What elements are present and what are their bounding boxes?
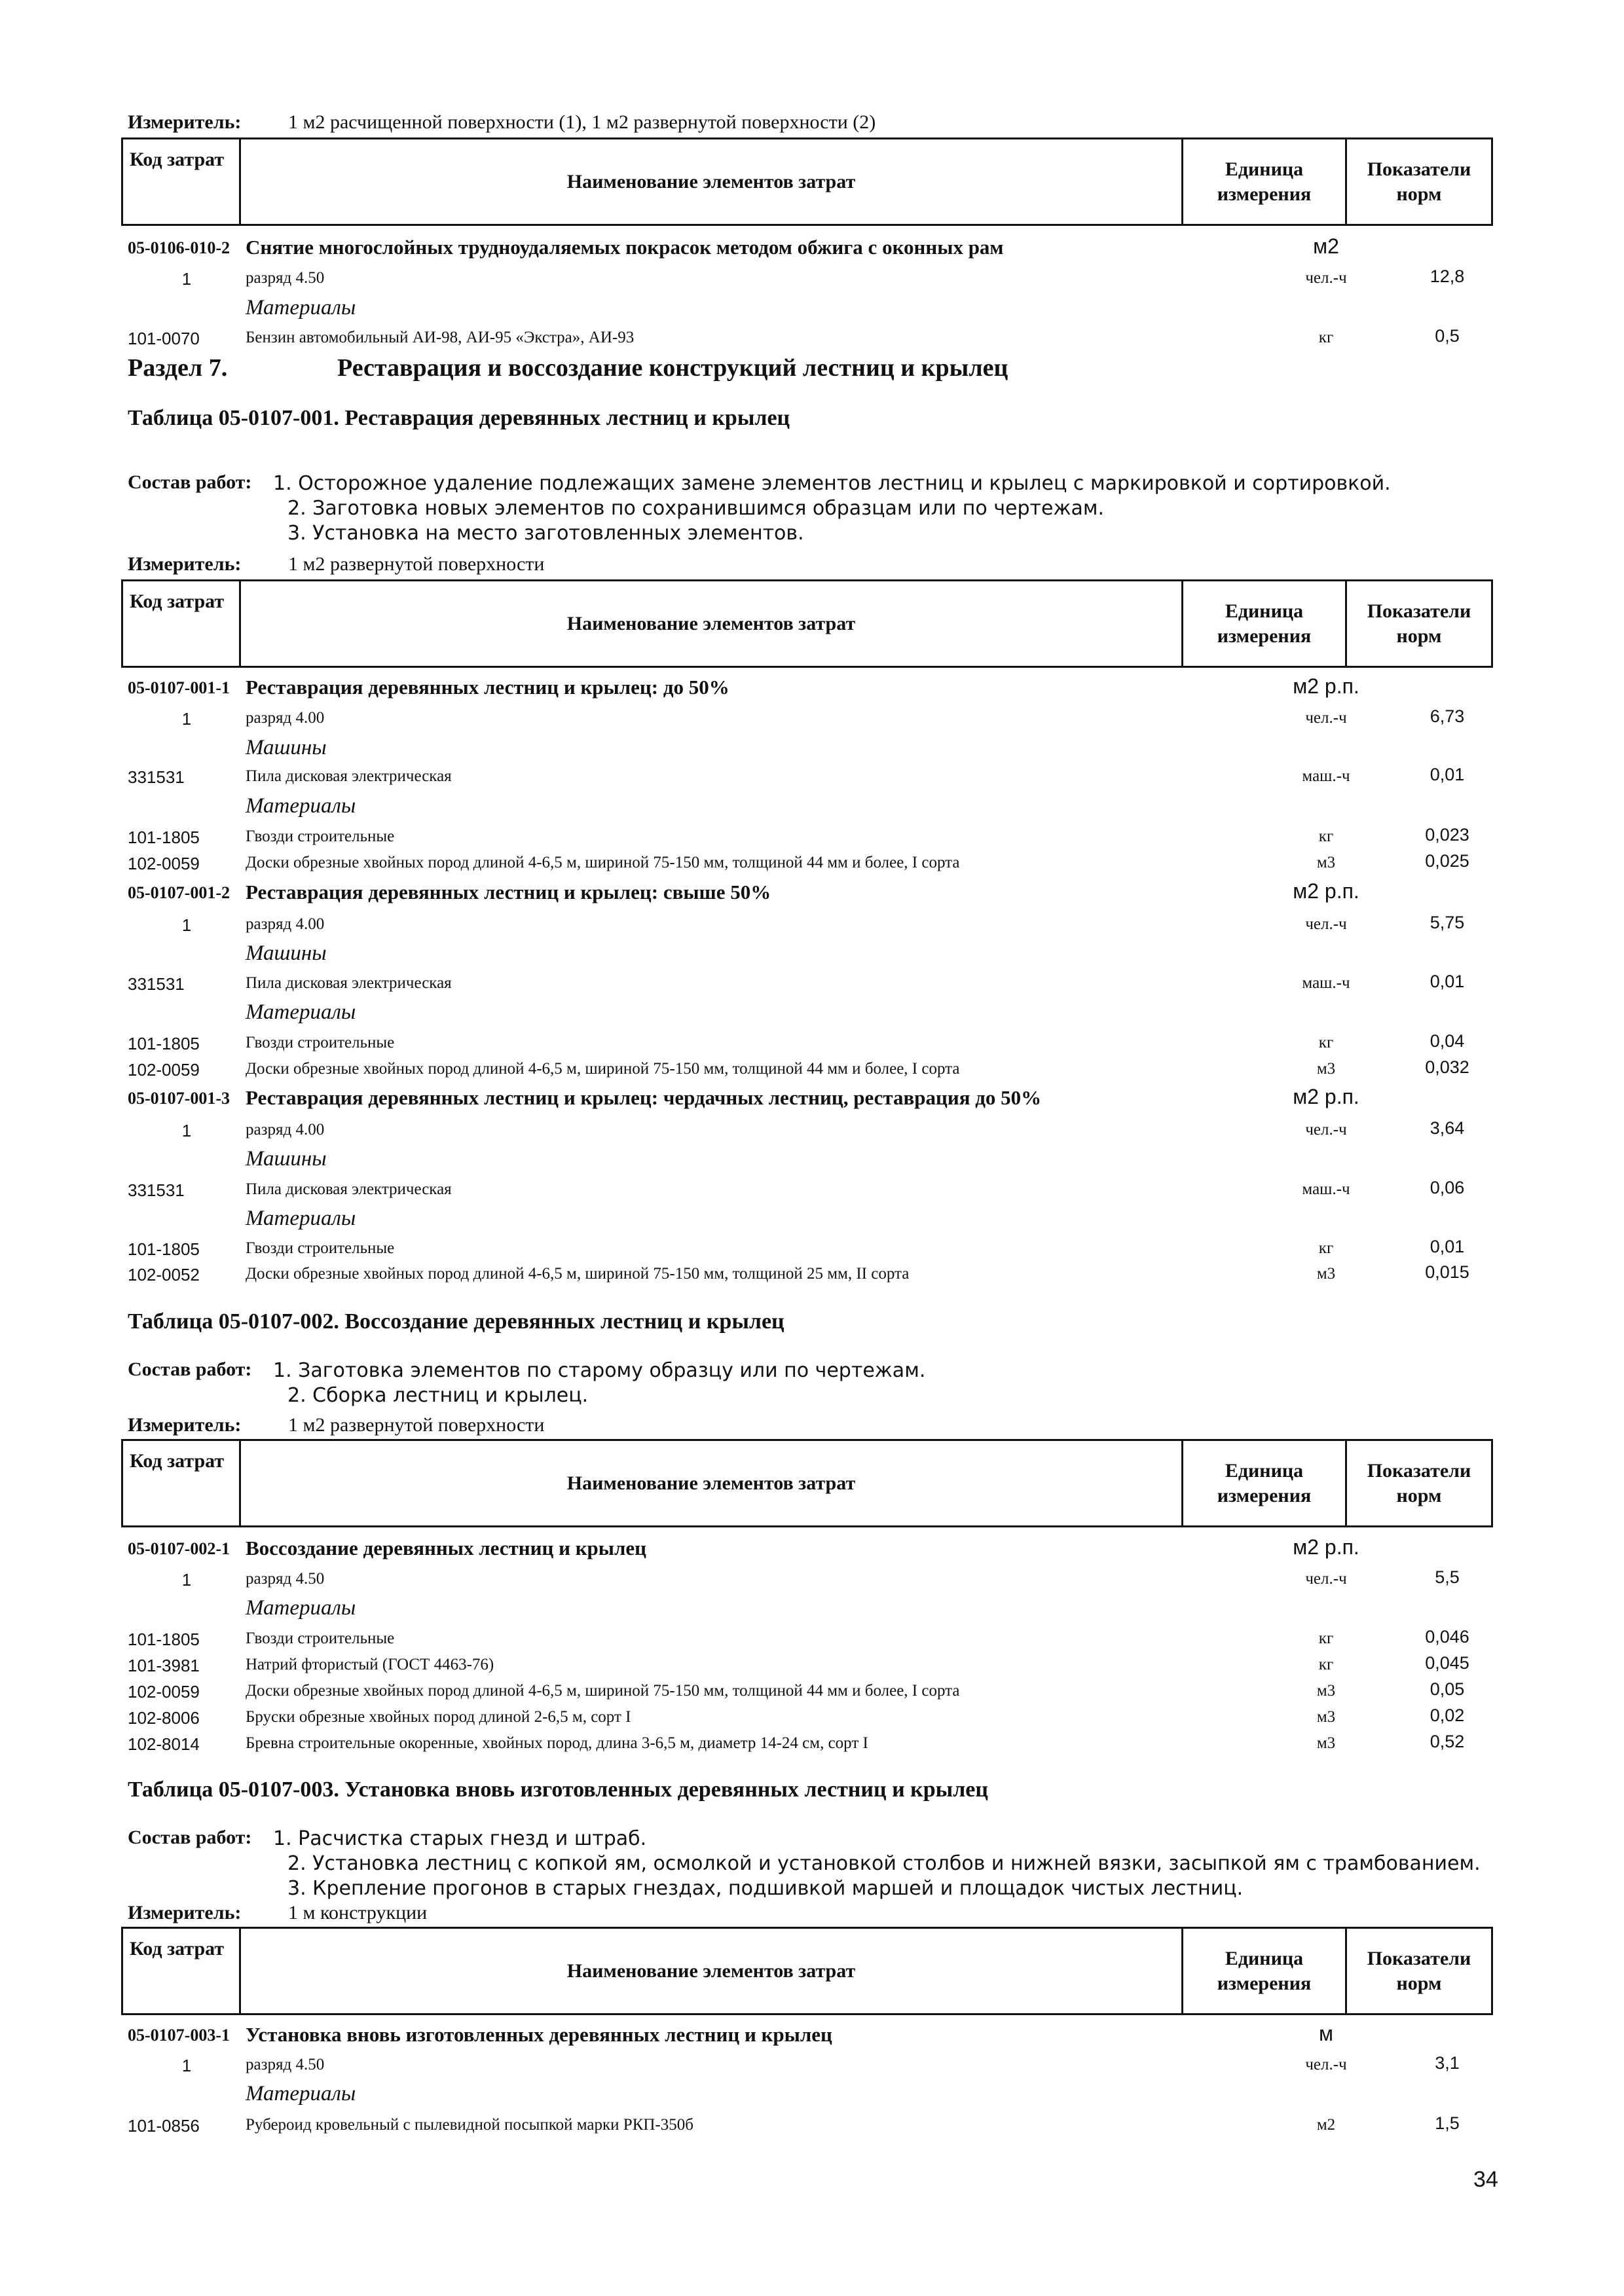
row-name: Рубероид кровельный с пылевидной посыпкой марки РКП-350б [246,2116,693,2134]
table-row [121,970,1493,996]
row-norm: 12,8 [1430,266,1465,286]
table-row [121,911,1493,938]
row-unit: кг [1318,1656,1334,1673]
table-row-group [121,794,1493,820]
row-norm: 0,52 [1430,1732,1465,1751]
row-unit: кг [1318,828,1334,845]
header-unit: Единица измерения [1183,139,1347,224]
composition-line: 2. Заготовка новых элементов по сохранившимся образцам или по чертежам. [287,497,1105,520]
row-code: 101-3981 [128,1656,200,1675]
row-norm: 0,5 [1435,326,1460,346]
table-row [121,763,1493,790]
table-row-item [121,879,1493,905]
header-code: Код затрат [123,139,241,224]
row-group-name: Материалы [246,1207,356,1230]
meter-label: Измеритель: [128,1414,242,1436]
row-group-name: Материалы [246,794,356,818]
table-row-item [121,2022,1493,2048]
row-code: 102-0052 [128,1265,200,1285]
row-code: 331531 [128,1180,185,1200]
meter-line [128,553,544,575]
row-unit: чел.-ч [1305,269,1347,287]
meter-line [128,1414,544,1436]
meter-label: Измеритель: [128,111,242,133]
row-name: Реставрация деревянных лестниц и крылец: свыше 50% [246,881,771,903]
composition-label: Состав работ: [128,1358,252,1380]
row-norm: 0,032 [1425,1057,1469,1077]
table-row-group [121,1207,1493,1233]
row-name: разряд 4.50 [246,1570,325,1588]
row-norm: 6,73 [1430,706,1465,726]
row-group-name: Машины [246,941,327,965]
row-unit: м2 р.п. [1293,674,1359,698]
row-code: 101-0856 [128,2116,200,2136]
row-group-name: Материалы [246,1000,356,1024]
meter-line [128,111,876,134]
header-code: Код затрат [123,1929,241,2013]
row-unit: чел.-ч [1305,709,1347,727]
row-unit: м2 р.п. [1293,1535,1359,1559]
header-code: Код затрат [123,1441,241,1525]
table-row-item [121,234,1493,261]
composition-label: Состав работ: [128,471,252,493]
row-name: Гвозди строительные [246,1630,395,1647]
meter-label: Измеритель: [128,553,242,575]
row-name: разряд 4.00 [246,709,325,727]
row-code: 05-0106-010-2 [128,238,230,257]
row-name: Бензин автомобильный АИ-98, АИ-95 «Экстра», АИ-93 [246,329,635,346]
row-norm: 0,015 [1425,1262,1469,1282]
row-code: 1 [181,269,192,289]
row-norm: 0,01 [1430,972,1465,991]
row-name: Пила дисковая электрическая [246,1180,452,1198]
row-norm: 0,05 [1430,1679,1465,1699]
row-code: 1 [181,1121,192,1140]
table-header [121,137,1493,226]
table-row [121,1730,1493,1757]
row-unit: кг [1318,1630,1334,1647]
row-unit: м2 [1313,234,1339,258]
row-norm: 0,06 [1430,1178,1465,1197]
row-unit: м3 [1316,1060,1336,1078]
row-unit: чел.-ч [1305,1570,1347,1588]
row-code: 05-0107-001-1 [128,678,230,697]
table-row [121,824,1493,850]
row-name: Доски обрезные хвойных пород длиной 4-6,5 м, шириной 75-150 мм, толщиной 25 мм, II сорта [246,1265,910,1283]
row-code: 1 [181,2056,192,2075]
row-code: 331531 [128,974,185,994]
row-group-name: Материалы [246,296,356,319]
composition-line: 1. Расчистка старых гнезд и штраб. [273,1827,647,1850]
table-header [121,579,1493,668]
row-name: Пила дисковая электрическая [246,767,452,785]
row-unit: маш.-ч [1302,1180,1350,1198]
header-norm: Показатели норм [1367,600,1471,647]
row-unit: кг [1318,1239,1334,1257]
table-row-item [121,674,1493,701]
table-row [121,325,1493,351]
section-heading [128,354,1008,382]
composition-line: 1. Заготовка элементов по старому образцу или по чертежам. [273,1359,926,1382]
row-code: 1 [181,709,192,729]
row-unit: м3 [1316,1734,1336,1752]
row-unit: чел.-ч [1305,1121,1347,1139]
row-name: Натрий фтористый (ГОСТ 4463-76) [246,1656,494,1673]
row-name: Реставрация деревянных лестниц и крылец: чердачных лестниц, реставрация до 50% [246,1086,1042,1109]
row-name: Доски обрезные хвойных пород длиной 4-6,5 м, шириной 75-150 мм, толщиной 44 мм и более, I сорта [246,1060,960,1078]
row-code: 102-0059 [128,1682,200,1702]
row-code: 05-0107-001-2 [128,883,230,902]
row-code: 101-1805 [128,1630,200,1649]
row-name: Реставрация деревянных лестниц и крылец: до 50% [246,676,729,699]
composition-line: 3. Установка на место заготовленных элементов. [287,522,804,545]
page-number: 34 [1473,2167,1498,2192]
composition-line: 2. Сборка лестниц и крылец. [287,1384,589,1407]
header-name: Наименование элементов затрат [241,581,1183,666]
table-header [121,1439,1493,1527]
row-code: 102-8006 [128,1708,200,1728]
row-name: Воссоздание деревянных лестниц и крылец [246,1537,647,1559]
composition-label: Состав работ: [128,1827,252,1848]
header-norm: Показатели норм [1367,1947,1471,1994]
row-code: 101-1805 [128,828,200,847]
row-code: 102-8014 [128,1734,200,1754]
table-row [121,1652,1493,1678]
row-name: Гвозди строительные [246,1034,395,1051]
row-code: 05-0107-003-1 [128,2026,230,2045]
header-code: Код затрат [123,581,241,666]
table-row-group [121,2082,1493,2108]
row-name: Бруски обрезные хвойных пород длиной 2-6,5 м, сорт I [246,1708,631,1726]
header-unit: Единица измерения [1183,1441,1347,1525]
table-row [121,1176,1493,1203]
table-title: Таблица 05-0107-002. Воссоздание деревянных лестниц и крылец [128,1309,784,1334]
table-row [121,1626,1493,1652]
header-unit: Единица измерения [1183,1929,1347,2013]
row-code: 102-0059 [128,854,200,873]
table-row [121,705,1493,731]
row-name: Бревна строительные окоренные, хвойных пород, длина 3-6,5 м, диаметр 14-24 см, сорт I [246,1734,868,1752]
row-code: 05-0107-002-1 [128,1539,230,1558]
row-name: разряд 4.00 [246,915,325,933]
header-name: Наименование элементов затрат [241,139,1183,224]
table-row-item [121,1535,1493,1561]
table-row-group [121,296,1493,322]
row-unit: м3 [1316,1708,1336,1726]
row-unit: чел.-ч [1305,915,1347,933]
section-title: Реставрация и воссоздание конструкций лестниц и крылец [337,354,1008,382]
row-unit: м [1319,2022,1333,2045]
row-code: 1 [181,915,192,935]
row-unit: м3 [1316,1682,1336,1700]
row-norm: 0,023 [1425,825,1469,845]
row-name: Гвозди строительные [246,1239,395,1257]
table-row [121,1056,1493,1082]
row-norm: 5,5 [1435,1567,1460,1587]
row-name: разряд 4.50 [246,2056,325,2073]
row-norm: 0,04 [1430,1031,1465,1051]
row-norm: 0,01 [1430,1237,1465,1256]
meter-value: 1 м2 развернутой поверхности [288,553,545,575]
table-row-group [121,941,1493,968]
row-unit: маш.-ч [1302,767,1350,785]
table-header [121,1927,1493,2015]
row-group-name: Материалы [246,1596,356,1620]
table-title: Таблица 05-0107-003. Установка вновь изготовленных деревянных лестниц и крылец [128,1777,988,1802]
meter-value: 1 м2 развернутой поверхности [288,1414,545,1436]
header-name: Наименование элементов затрат [241,1929,1183,2013]
table-row [121,1030,1493,1056]
row-code: 331531 [128,767,185,787]
meter-value: 1 м2 расчищенной поверхности (1), 1 м2 развернутой поверхности (2) [288,111,876,133]
table-row [121,2052,1493,2078]
composition-line: 3. Крепление прогонов в старых гнездах, подшивкой маршей и площадок чистых лестниц. [287,1877,1244,1900]
row-group-name: Машины [246,736,327,759]
row-norm: 0,02 [1430,1705,1465,1725]
row-name: Пила дисковая электрическая [246,974,452,992]
table-row [121,1261,1493,1287]
header-unit: Единица измерения [1183,581,1347,666]
row-unit: м3 [1316,854,1336,871]
header-norm: Показатели норм [1367,158,1471,205]
meter-line [128,1902,427,1924]
table-row [121,1678,1493,1704]
composition-line: 1. Осторожное удаление подлежащих замене элементов лестниц и крылец с маркировкой и сортировкой. [273,472,1391,495]
row-norm: 5,75 [1430,913,1465,932]
row-name: Снятие многослойных трудноудаляемых покрасок методом обжига с оконных рам [246,236,1004,259]
table-row [121,1566,1493,1592]
row-unit: м3 [1316,1265,1336,1283]
table-row-group [121,1147,1493,1173]
row-code: 101-1805 [128,1034,200,1053]
row-unit: маш.-ч [1302,974,1350,992]
meter-label: Измеритель: [128,1902,242,1923]
table-row-group [121,1000,1493,1027]
row-code: 1 [181,1570,192,1590]
header-norm: Показатели норм [1367,1459,1471,1506]
row-unit: чел.-ч [1305,2056,1347,2073]
table-row-group [121,736,1493,762]
row-unit: кг [1318,329,1334,346]
row-norm: 0,025 [1425,851,1469,871]
row-norm: 1,5 [1435,2113,1460,2133]
table-row-group [121,1596,1493,1622]
meter-value: 1 м конструкции [288,1902,428,1923]
row-unit: кг [1318,1034,1334,1051]
row-code: 101-1805 [128,1239,200,1259]
row-code: 101-0070 [128,329,200,348]
composition-line: 2. Установка лестниц с копкой ям, осмолкой и установкой столбов и нижней вязки, засыпкой ям с трамбованием. [287,1852,1481,1875]
row-name: разряд 4.00 [246,1121,325,1139]
table-row [121,1235,1493,1262]
row-norm: 0,01 [1430,765,1465,784]
row-norm: 0,045 [1425,1653,1469,1673]
row-group-name: Материалы [246,2082,356,2105]
table-row [121,2112,1493,2138]
table-title: Таблица 05-0107-001. Реставрация деревянных лестниц и крылец [128,406,790,430]
row-name: Гвозди строительные [246,828,395,845]
row-norm: 3,1 [1435,2053,1460,2073]
row-code: 102-0059 [128,1060,200,1080]
row-code: 05-0107-001-3 [128,1089,230,1108]
row-norm: 0,046 [1425,1627,1469,1647]
row-unit: м2 р.п. [1293,1085,1359,1108]
table-row-item [121,1085,1493,1111]
table-row [121,265,1493,291]
table-row [121,1704,1493,1730]
row-name: Доски обрезные хвойных пород длиной 4-6,5 м, шириной 75-150 мм, толщиной 44 мм и более, I сорта [246,854,960,871]
row-name: Доски обрезные хвойных пород длиной 4-6,5 м, шириной 75-150 мм, толщиной 44 мм и более, I сорта [246,1682,960,1700]
table-row [121,850,1493,876]
section-number: Раздел 7. [128,354,228,382]
header-name: Наименование элементов затрат [241,1441,1183,1525]
row-group-name: Машины [246,1147,327,1171]
table-row [121,1117,1493,1143]
row-unit: м2 р.п. [1293,879,1359,903]
row-name: Установка вновь изготовленных деревянных лестниц и крылец [246,2023,832,2046]
row-norm: 3,64 [1430,1118,1465,1138]
row-name: разряд 4.50 [246,269,325,287]
row-unit: м2 [1316,2116,1336,2134]
